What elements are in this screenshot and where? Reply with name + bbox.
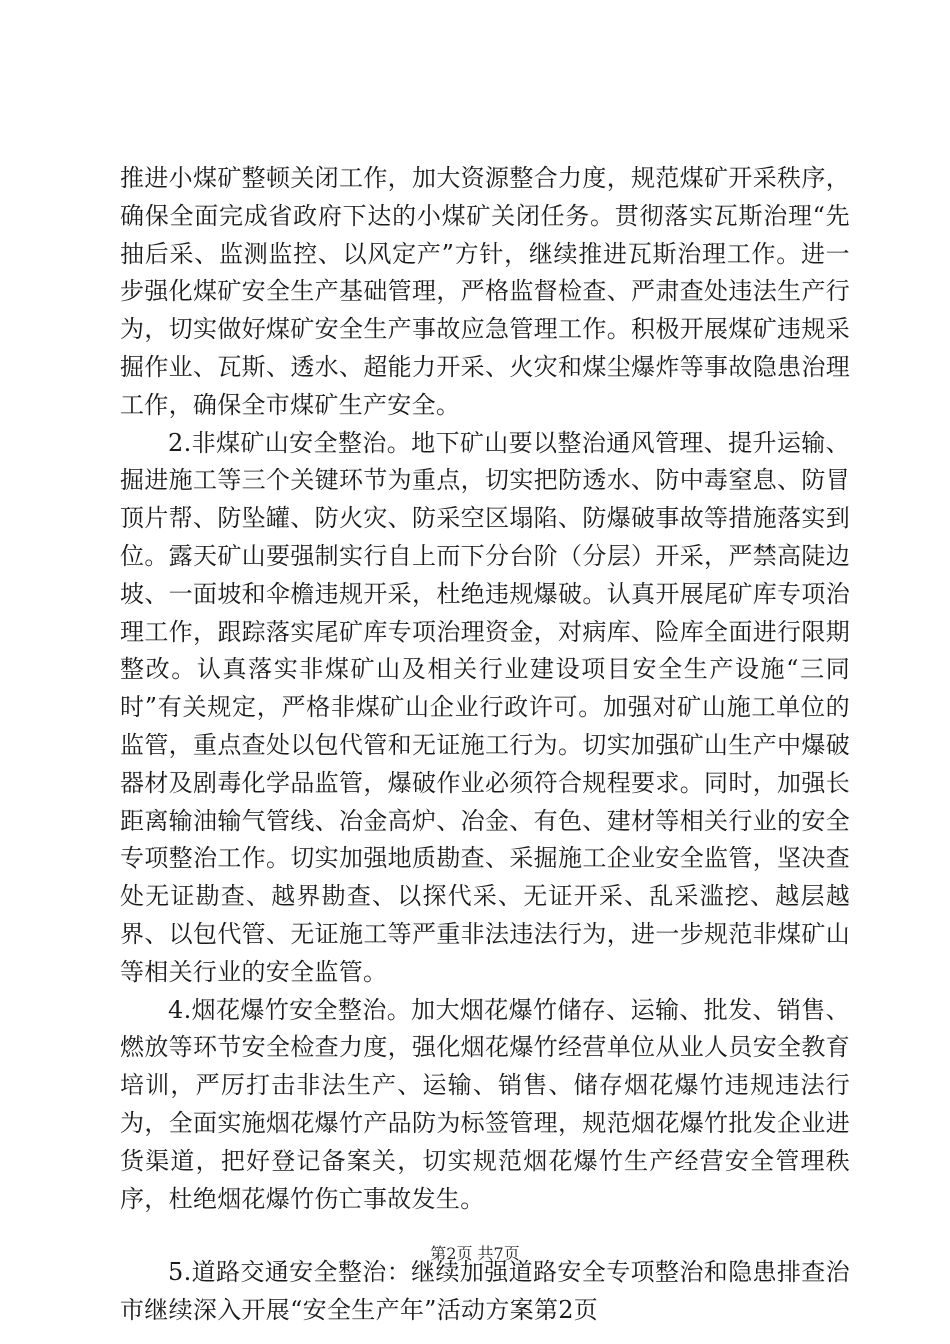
paragraph-non-coal-mine: 2.非煤矿山安全整治。地下矿山要以整治通风管理、提升运输、掘进施工等三个关键环节为重点，切实把防透水、防中毒窒息、防冒顶片帮、防坠罐、防火灾、防采空区塌陷、防爆破事故等措施落实到位。露天矿山要强制实行自上而下分台阶（分层）开采，严禁高陡边坡、一面坡和伞檐违规开采，杜绝违规爆破。认真开展尾矿库专项治理工作，跟踪落实尾矿库专项治理资金，对病库、险库全面进行限期整改。认真落实非煤矿山及相关行业建设项目安全生产设施“三同时”有关规定，严格非煤矿山企业行政许可。加强对矿山施工单位的监管，重点查处以包代管和无证施工行为。切实加强矿山生产中爆破器材及剧毒化学品监管，爆破作业必须符合规程要求。同时，加强长距离输油输气管线、冶金高炉、冶金、有色、建材等相关行业的安全专项整治工作。切实加强地质勘查、采掘施工企业安全监管，坚决查处无证勘查、越界勘查、以探代采、无证开采、乱采滥挖、越层越界、以包代管、无证施工等严重非法违法行为，进一步规范非煤矿山等相关行业的安全监管。	[120, 428, 850, 986]
paragraph-coal-mine-continued: 推进小煤矿整顿关闭工作，加大资源整合力度，规范煤矿开采秩序，确保全面完成省政府下达的小煤矿关闭任务。贯彻落实瓦斯治理“先抽后采、监测监控、以风定产”方针，继续推进瓦斯治理工作。进一步强化煤矿安全生产基础管理，严格监督检查、严肃查处违法生产行为，切实做好煤矿安全生产事故应急管理工作。积极开展煤矿违规采掘作业、瓦斯、透水、超能力开采、火灾和煤尘爆炸等事故隐患治理工作，确保全市煤矿生产安全。	[120, 164, 850, 419]
document-body	[120, 160, 850, 1330]
paragraph-fireworks: 4.烟花爆竹安全整治。加大烟花爆竹储存、运输、批发、销售、燃放等环节安全检查力度，强化烟花爆竹经营单位从业人员安全教育培训，严厉打击非法生产、运输、销售、储存烟花爆竹违规违法行为，全面实施烟花爆竹产品防为标签管理，规范烟花爆竹批发企业进货渠道，把好登记备案关，切实规范烟花爆竹生产经营安全管理秩序，杜绝烟花爆竹伤亡事故发生。	[120, 995, 850, 1213]
page-footer: 第2页 共7页	[430, 1244, 520, 1263]
paragraph-road-traffic: 5.道路交通安全整治：继续加强道路安全专项整治和隐患排查治市继续深入开展“安全生产年”活动方案第2页	[120, 1258, 850, 1325]
